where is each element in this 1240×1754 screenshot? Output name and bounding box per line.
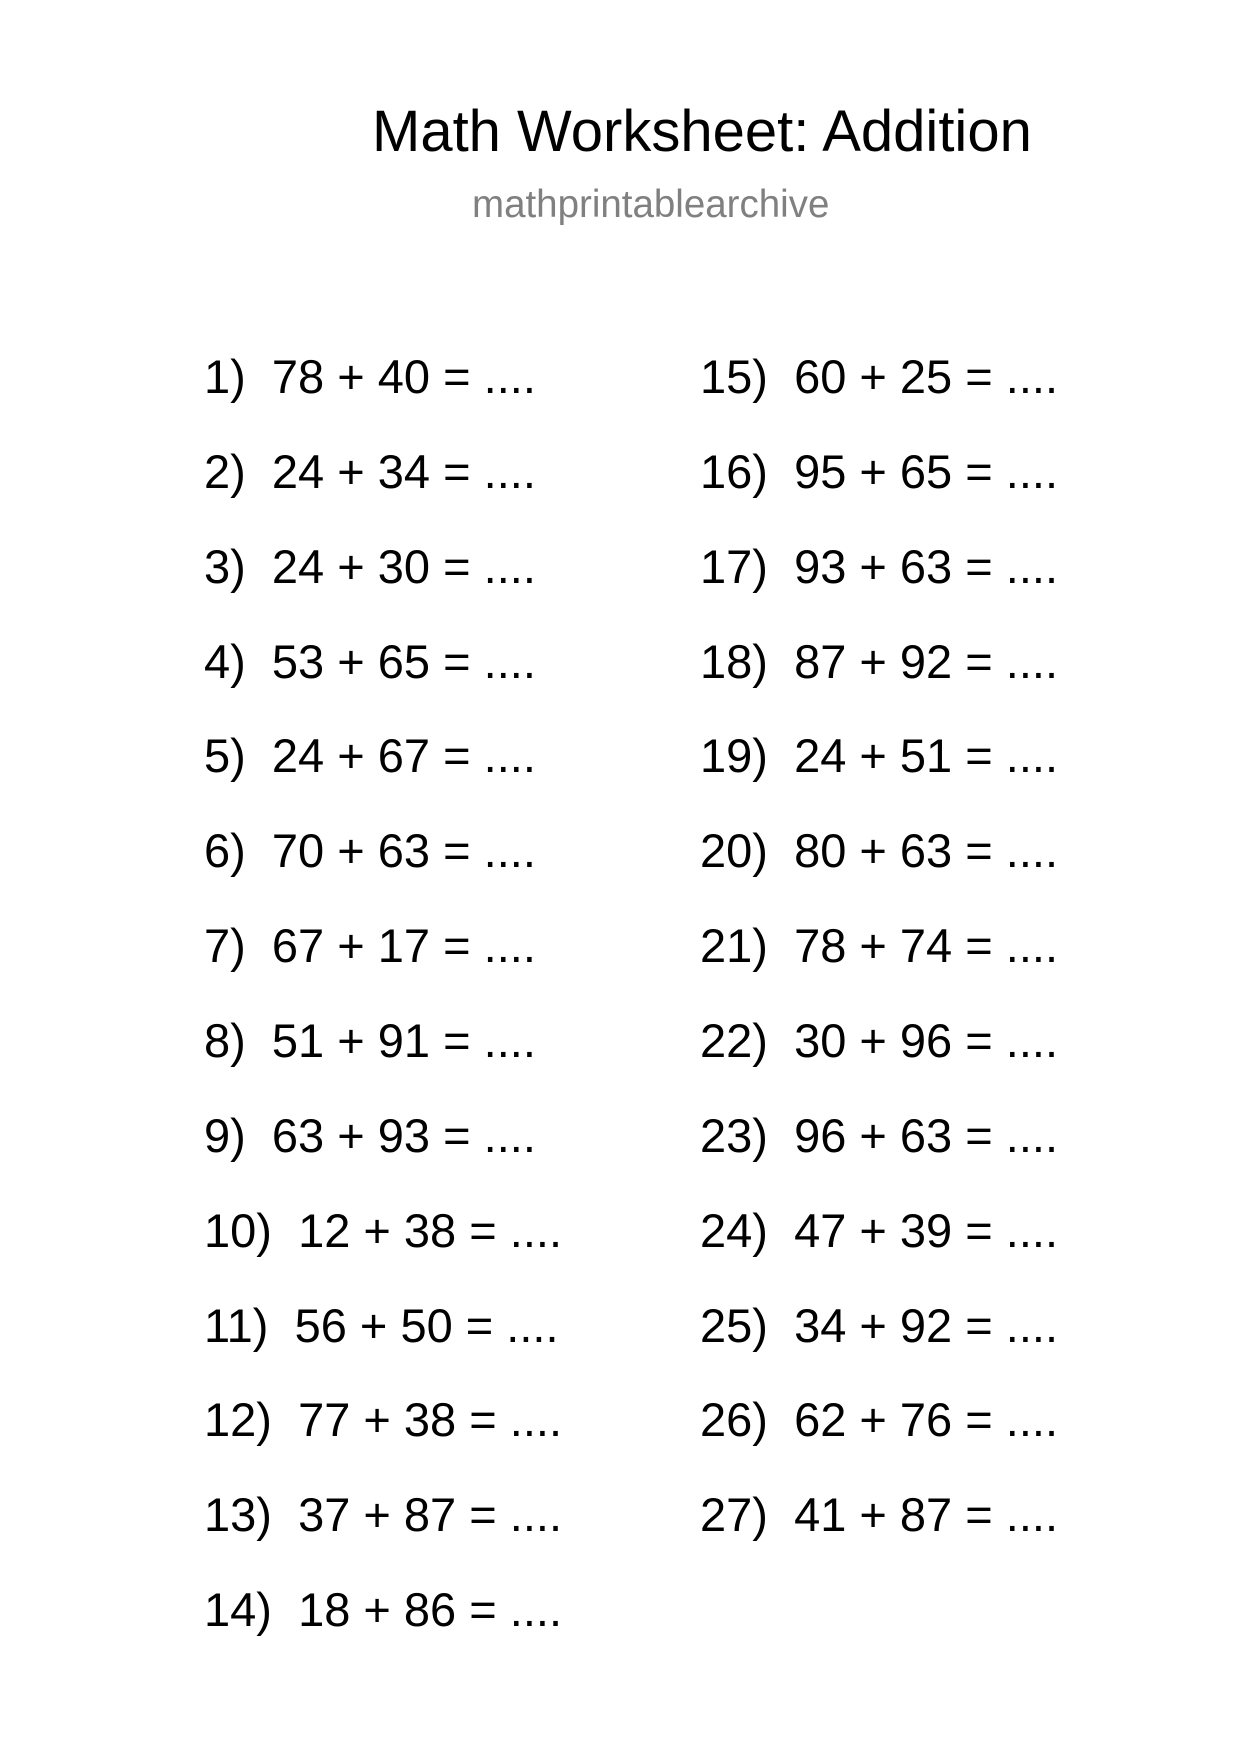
equals-sign: =	[965, 1488, 993, 1542]
problem-item	[700, 1014, 1058, 1068]
addend-a: 37	[298, 1488, 351, 1542]
problem-number: 2)	[204, 444, 246, 498]
problem-number: 8)	[204, 1013, 246, 1067]
answer-blank: ....	[483, 444, 536, 498]
answer-blank: ....	[1005, 1203, 1059, 1257]
addend-a: 78	[271, 350, 325, 403]
addend-a: 62	[794, 1393, 847, 1447]
addend-b: 63	[377, 824, 431, 878]
answer-blank: ....	[1005, 539, 1059, 593]
problem-number: 3)	[204, 539, 246, 593]
worksheet-title: Math Worksheet: Addition	[372, 99, 1032, 164]
operator: +	[337, 1108, 365, 1162]
operator: +	[337, 444, 365, 498]
operator: +	[859, 1393, 887, 1447]
equals-sign: =	[469, 1488, 497, 1542]
answer-blank: ....	[483, 1108, 536, 1162]
equals-sign: =	[443, 1108, 471, 1162]
problem-item	[700, 1393, 1058, 1447]
equals-sign: =	[443, 1013, 471, 1067]
operator: +	[337, 919, 365, 973]
operator: +	[859, 1203, 887, 1257]
answer-blank: ....	[1005, 729, 1059, 783]
operator: +	[859, 1108, 887, 1162]
operator: +	[337, 1013, 365, 1067]
equals-sign: =	[465, 1298, 494, 1352]
problem-item	[204, 1299, 559, 1353]
operator: +	[337, 539, 365, 593]
addend-a: 67	[271, 919, 325, 973]
answer-blank: ....	[1005, 919, 1059, 973]
operator: +	[337, 350, 365, 403]
problem-number: 23)	[700, 1108, 768, 1162]
problem-item	[700, 1488, 1058, 1542]
addend-b: 91	[377, 1013, 431, 1067]
problem-number: 26)	[700, 1393, 768, 1447]
equals-sign: =	[965, 350, 993, 403]
operator: +	[363, 1488, 391, 1542]
operator: +	[337, 634, 365, 688]
addend-b: 92	[899, 634, 953, 688]
answer-blank: ....	[1005, 1393, 1059, 1447]
answer-blank: ....	[483, 824, 536, 878]
problem-item	[700, 1204, 1058, 1258]
operator: +	[859, 824, 887, 878]
addend-a: 56	[294, 1298, 347, 1352]
problem-number: 6)	[204, 824, 246, 878]
answer-blank: ....	[483, 1013, 536, 1067]
addend-b: 63	[899, 539, 953, 593]
answer-blank: ....	[509, 1393, 563, 1447]
equals-sign: =	[469, 1393, 497, 1447]
problem-number: 24)	[700, 1203, 768, 1257]
problem-item	[204, 350, 536, 404]
equals-sign: =	[469, 1583, 497, 1637]
addend-a: 96	[794, 1108, 847, 1162]
addend-b: 38	[403, 1203, 457, 1257]
problem-item	[700, 919, 1058, 973]
answer-blank: ....	[1005, 444, 1059, 498]
operator: +	[859, 444, 887, 498]
addend-a: 70	[271, 824, 325, 878]
addend-b: 34	[377, 444, 431, 498]
equals-sign: =	[443, 350, 471, 403]
addend-b: 40	[377, 350, 431, 403]
addend-b: 65	[899, 444, 953, 498]
addend-a: 18	[298, 1583, 351, 1637]
answer-blank: ....	[1005, 1108, 1059, 1162]
answer-blank: ....	[509, 1203, 563, 1257]
operator: +	[859, 919, 887, 973]
equals-sign: =	[965, 1108, 993, 1162]
addend-b: 38	[403, 1393, 457, 1447]
addend-a: 24	[271, 729, 325, 783]
problem-item	[204, 1393, 562, 1447]
operator: +	[363, 1393, 391, 1447]
addend-a: 30	[794, 1013, 847, 1067]
problem-item	[204, 1488, 562, 1542]
problem-number: 25)	[700, 1298, 768, 1352]
answer-blank: ....	[483, 919, 536, 973]
operator: +	[859, 539, 887, 593]
addend-b: 51	[899, 729, 953, 783]
problem-item	[204, 445, 536, 499]
problem-item	[700, 635, 1058, 689]
problem-number: 1)	[204, 350, 246, 403]
problem-item	[700, 824, 1058, 878]
addend-b: 63	[899, 824, 953, 878]
problem-item	[700, 445, 1058, 499]
problem-number: 16)	[700, 444, 768, 498]
addend-a: 24	[271, 444, 325, 498]
equals-sign: =	[965, 919, 993, 973]
problem-number: 13)	[204, 1488, 272, 1542]
answer-blank: ....	[1005, 824, 1059, 878]
addend-a: 47	[794, 1203, 847, 1257]
addend-a: 63	[271, 1108, 325, 1162]
answer-blank: ....	[483, 539, 536, 593]
problem-item	[700, 350, 1058, 404]
addend-b: 30	[377, 539, 431, 593]
addend-a: 78	[794, 919, 847, 973]
equals-sign: =	[443, 824, 471, 878]
addend-a: 53	[271, 634, 325, 688]
problem-number: 14)	[204, 1583, 272, 1637]
addend-b: 76	[899, 1393, 953, 1447]
answer-blank: ....	[483, 729, 536, 783]
problem-item	[204, 1583, 562, 1637]
addend-b: 67	[377, 729, 431, 783]
equals-sign: =	[965, 1298, 993, 1352]
problem-item	[204, 1109, 536, 1163]
problem-number: 9)	[204, 1108, 246, 1162]
operator: +	[859, 634, 887, 688]
problem-number: 17)	[700, 539, 768, 593]
operator: +	[859, 350, 887, 403]
problem-number: 21)	[700, 919, 768, 973]
equals-sign: =	[443, 729, 471, 783]
addend-a: 87	[794, 634, 847, 688]
addend-a: 80	[794, 824, 847, 878]
addend-a: 24	[794, 729, 847, 783]
problem-item	[204, 635, 536, 689]
equals-sign: =	[965, 824, 993, 878]
problem-item	[700, 729, 1058, 783]
addend-b: 92	[899, 1298, 953, 1352]
addend-a: 24	[271, 539, 325, 593]
addend-b: 87	[403, 1488, 457, 1542]
equals-sign: =	[965, 1203, 993, 1257]
problem-number: 22)	[700, 1013, 768, 1067]
addend-a: 60	[794, 350, 847, 403]
addend-b: 65	[377, 634, 431, 688]
problem-item	[204, 824, 536, 878]
equals-sign: =	[443, 539, 471, 593]
addend-a: 34	[794, 1298, 847, 1352]
addend-b: 63	[899, 1108, 953, 1162]
equals-sign: =	[469, 1203, 497, 1257]
problem-number: 27)	[700, 1488, 768, 1542]
problem-number: 19)	[700, 729, 768, 783]
problem-number: 12)	[204, 1393, 272, 1447]
addend-b: 50	[400, 1298, 453, 1352]
addend-b: 74	[899, 919, 953, 973]
operator: +	[363, 1203, 391, 1257]
answer-blank: ....	[1005, 350, 1059, 403]
problem-number: 5)	[204, 729, 246, 783]
equals-sign: =	[443, 444, 471, 498]
problem-number: 11)	[204, 1298, 269, 1352]
addend-b: 39	[899, 1203, 953, 1257]
addend-b: 86	[403, 1583, 457, 1637]
addend-b: 17	[377, 919, 431, 973]
answer-blank: ....	[483, 634, 536, 688]
problem-number: 15)	[700, 350, 768, 403]
answer-blank: ....	[1005, 634, 1059, 688]
equals-sign: =	[965, 729, 993, 783]
problem-number: 7)	[204, 919, 246, 973]
answer-blank: ....	[509, 1488, 563, 1542]
operator: +	[337, 729, 365, 783]
addend-b: 25	[899, 350, 953, 403]
answer-blank: ....	[509, 1583, 563, 1637]
answer-blank: ....	[506, 1298, 559, 1352]
addend-a: 93	[794, 539, 847, 593]
operator: +	[359, 1298, 388, 1352]
addend-b: 96	[899, 1013, 953, 1067]
equals-sign: =	[443, 634, 471, 688]
answer-blank: ....	[1005, 1488, 1059, 1542]
equals-sign: =	[965, 1393, 993, 1447]
problem-number: 20)	[700, 824, 768, 878]
addend-a: 12	[298, 1203, 351, 1257]
addend-a: 77	[298, 1393, 351, 1447]
problem-item	[204, 919, 536, 973]
problem-item	[204, 1204, 562, 1258]
equals-sign: =	[965, 444, 993, 498]
equals-sign: =	[965, 634, 993, 688]
addend-a: 41	[794, 1488, 847, 1542]
problem-number: 4)	[204, 634, 246, 688]
problem-item	[700, 1109, 1058, 1163]
addend-a: 95	[794, 444, 847, 498]
answer-blank: ....	[1005, 1298, 1059, 1352]
problem-item	[204, 1014, 536, 1068]
equals-sign: =	[965, 1013, 993, 1067]
addend-a: 51	[271, 1013, 325, 1067]
problem-number: 10)	[204, 1203, 272, 1257]
answer-blank: ....	[483, 350, 536, 403]
operator: +	[859, 1298, 887, 1352]
operator: +	[363, 1583, 391, 1637]
worksheet-source: mathprintablearchive	[472, 183, 830, 226]
operator: +	[859, 1488, 887, 1542]
equals-sign: =	[965, 539, 993, 593]
problem-item	[204, 729, 536, 783]
operator: +	[859, 729, 887, 783]
answer-blank: ....	[1005, 1013, 1059, 1067]
addend-b: 93	[377, 1108, 431, 1162]
operator: +	[337, 824, 365, 878]
problem-item	[700, 540, 1058, 594]
problem-item	[204, 540, 536, 594]
equals-sign: =	[443, 919, 471, 973]
addend-b: 87	[899, 1488, 953, 1542]
problem-item	[700, 1299, 1058, 1353]
problem-number: 18)	[700, 634, 768, 688]
operator: +	[859, 1013, 887, 1067]
